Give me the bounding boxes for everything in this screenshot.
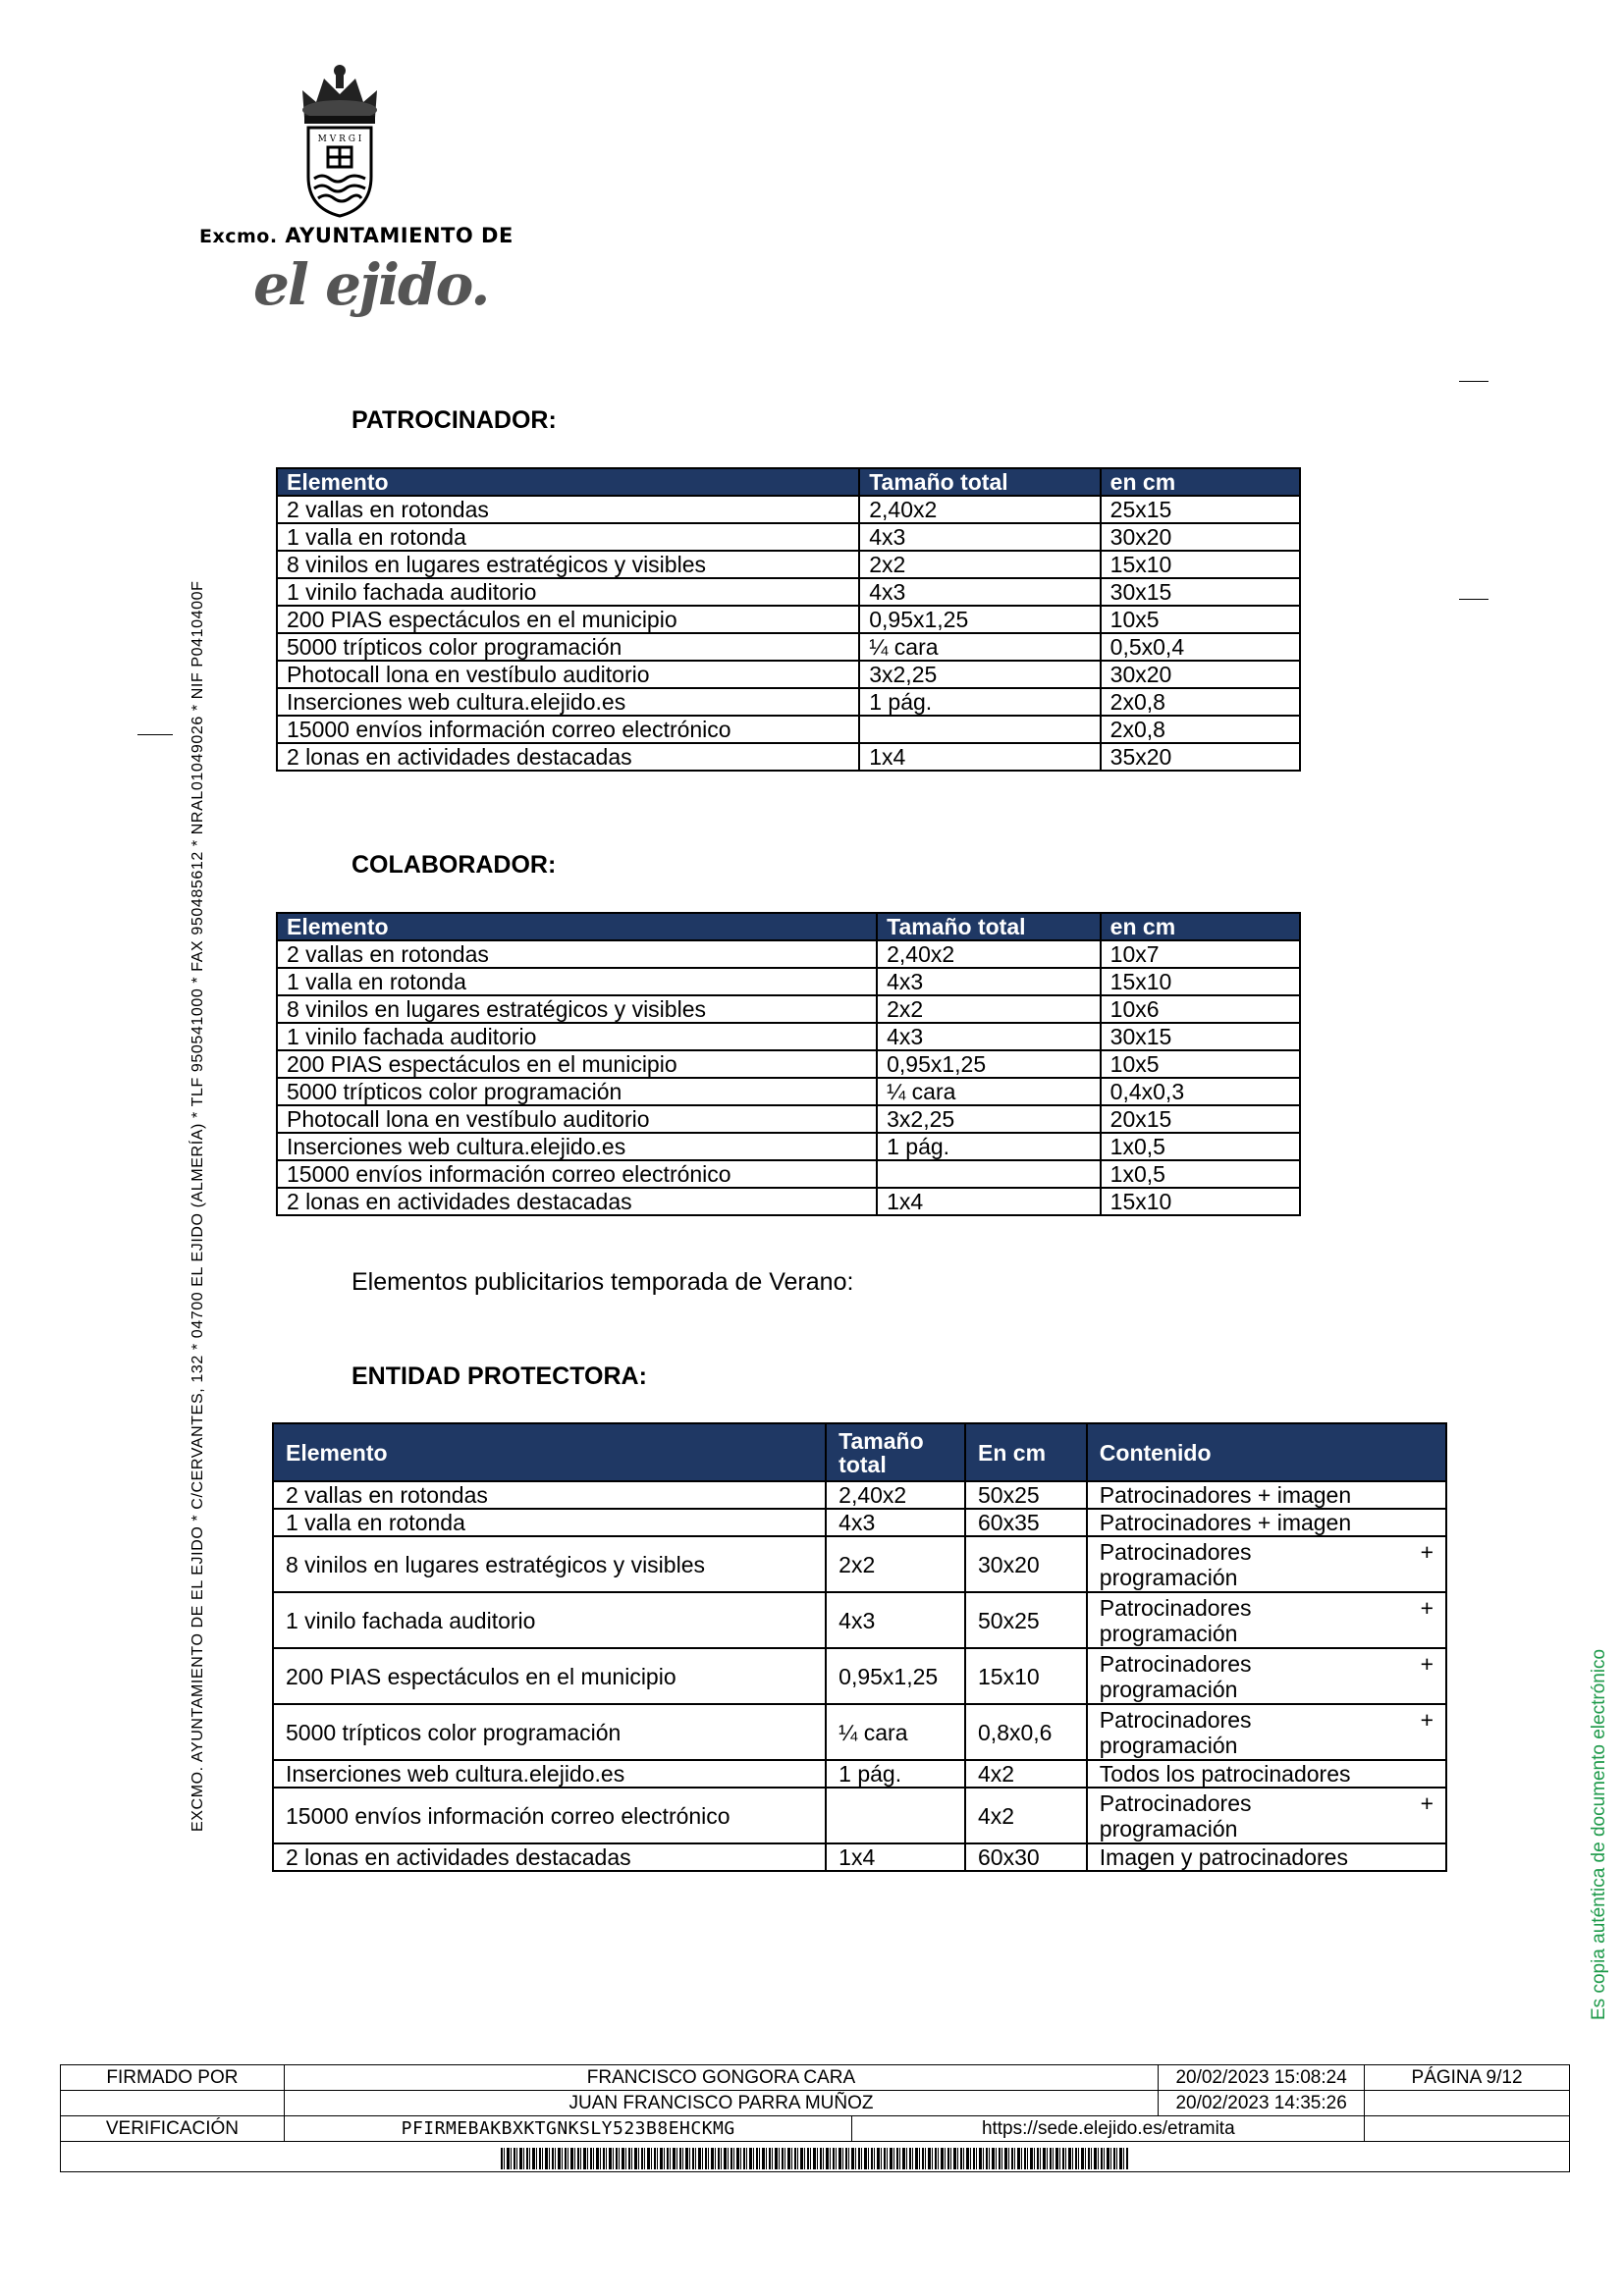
patrocinador-heading: PATROCINADOR:: [352, 406, 557, 434]
margin-tick: [137, 734, 173, 735]
content-text: Patrocinadores + programación: [1099, 1594, 1434, 1646]
verification-code: PFIRMEBAKBXKTGNKSLY523B8EHCKMG: [284, 2116, 852, 2142]
table-row: [273, 1843, 1446, 1871]
table-cell: 2,40x2: [859, 496, 1100, 523]
table-row: [273, 1509, 1446, 1536]
table-row: [277, 496, 1300, 523]
table-cell: 15000 envíos información correo electrónico: [277, 1160, 877, 1188]
table-row: [277, 1050, 1300, 1078]
barcode-cell: [61, 2142, 1570, 2172]
column-header: Tamaño total: [877, 913, 1101, 940]
table-cell: [826, 1788, 965, 1843]
table-row: [277, 743, 1300, 771]
table-cell: Patrocinadores + imagen: [1087, 1509, 1446, 1536]
table-cell: 15x10: [965, 1648, 1087, 1704]
table-cell: 0,95x1,25: [826, 1648, 965, 1704]
org-prefix: Excmo.: [199, 226, 278, 247]
table-cell: 2 vallas en rotondas: [277, 940, 877, 968]
table-cell: 0,5x0,4: [1101, 633, 1300, 661]
column-header: Tamaño total: [859, 468, 1100, 496]
table-cell: 15x10: [1101, 968, 1300, 995]
barcode: [501, 2148, 1129, 2169]
table-cell: 3x2,25: [877, 1105, 1101, 1133]
table-cell: 50x25: [965, 1481, 1087, 1509]
table-cell: [1087, 1648, 1446, 1704]
table-cell: 2x2: [859, 551, 1100, 578]
table-cell: Patrocinadores + imagen: [1087, 1481, 1446, 1509]
table-cell: 25x15: [1101, 496, 1300, 523]
el-ejido-script-logo: el ejido.: [253, 251, 489, 318]
table-row: [273, 1760, 1446, 1788]
table-cell: 0,4x0,3: [1101, 1078, 1300, 1105]
table-cell: 0,95x1,25: [877, 1050, 1101, 1078]
table-cell: 1 vinilo fachada auditorio: [277, 578, 859, 606]
table-cell: 4x3: [826, 1592, 965, 1648]
table-cell: 4x3: [877, 1023, 1101, 1050]
table-cell: 8 vinilos en lugares estratégicos y visibles: [277, 995, 877, 1023]
verano-intro-text: Elementos publicitarios temporada de Verano:: [352, 1268, 854, 1296]
table-cell: 30x20: [1101, 523, 1300, 551]
table-cell: Inserciones web cultura.elejido.es: [277, 688, 859, 716]
table-cell: 10x5: [1101, 606, 1300, 633]
sign-date-2: 20/02/2023 14:35:26: [1159, 2091, 1365, 2116]
colaborador-heading: COLABORADOR:: [352, 851, 557, 879]
column-header: en cm: [1101, 913, 1300, 940]
table-cell: 0,8x0,6: [965, 1704, 1087, 1760]
content-text: Patrocinadores + programación: [1099, 1650, 1434, 1702]
colaborador-table: [276, 912, 1301, 1216]
verification-url[interactable]: https://sede.elejido.es/etramita: [852, 2116, 1365, 2142]
empty-cell: [61, 2091, 285, 2116]
table-cell: 8 vinilos en lugares estratégicos y visibles: [277, 551, 859, 578]
margin-tick: [1459, 381, 1488, 382]
table-cell: 3x2,25: [859, 661, 1100, 688]
table-row: [273, 1536, 1446, 1592]
table-cell: 2,40x2: [877, 940, 1101, 968]
org-name: AYUNTAMIENTO DE: [285, 224, 514, 247]
table-row: [277, 1078, 1300, 1105]
table-cell: 200 PIAS espectáculos en el municipio: [277, 606, 859, 633]
content-text: Patrocinadores + programación: [1099, 1789, 1434, 1842]
table-row: [277, 1160, 1300, 1188]
table-cell: 1 pág.: [859, 688, 1100, 716]
table-cell: 60x30: [965, 1843, 1087, 1871]
table-row: [277, 1105, 1300, 1133]
table-cell: 30x20: [965, 1536, 1087, 1592]
table-row: [277, 633, 1300, 661]
column-header: Elemento: [273, 1423, 826, 1481]
table-cell: 2,40x2: [826, 1481, 965, 1509]
table-cell: 2x2: [877, 995, 1101, 1023]
table-cell: 15000 envíos información correo electrónico: [277, 716, 859, 743]
table-cell: 5000 trípticos color programación: [277, 1078, 877, 1105]
column-header: Tamaño total: [826, 1423, 965, 1481]
table-row: [273, 1648, 1446, 1704]
table-cell: 200 PIAS espectáculos en el municipio: [273, 1648, 826, 1704]
column-header: en cm: [1101, 468, 1300, 496]
table-cell: [859, 716, 1100, 743]
table-cell: Imagen y patrocinadores: [1087, 1843, 1446, 1871]
table-cell: 200 PIAS espectáculos en el municipio: [277, 1050, 877, 1078]
table-cell: 30x20: [1101, 661, 1300, 688]
table-cell: [1087, 1592, 1446, 1648]
table-cell: [1087, 1704, 1446, 1760]
table-cell: 15x10: [1101, 1188, 1300, 1215]
table-cell: 15000 envíos información correo electrónico: [273, 1788, 826, 1843]
column-header: Contenido: [1087, 1423, 1446, 1481]
table-cell: 1 valla en rotonda: [273, 1509, 826, 1536]
table-cell: [1087, 1536, 1446, 1592]
table-cell: 1 vinilo fachada auditorio: [277, 1023, 877, 1050]
svg-text:M V R G I: M V R G I: [317, 134, 362, 144]
table-cell: 1x0,5: [1101, 1160, 1300, 1188]
table-cell: 20x15: [1101, 1105, 1300, 1133]
organization-name: [199, 224, 514, 247]
table-cell: 2x0,8: [1101, 716, 1300, 743]
verification-label: VERIFICACIÓN: [61, 2116, 285, 2142]
table-cell: 4x3: [826, 1509, 965, 1536]
table-cell: [1087, 1788, 1446, 1843]
table-cell: 4x3: [877, 968, 1101, 995]
authentic-copy-label: Es copia auténtica de documento electrónico: [1589, 1648, 1609, 2020]
protectora-table: [272, 1422, 1447, 1872]
table-cell: 60x35: [965, 1509, 1087, 1536]
table-row: [277, 606, 1300, 633]
table-cell: 2x2: [826, 1536, 965, 1592]
table-cell: 1x4: [826, 1843, 965, 1871]
table-row: [277, 940, 1300, 968]
table-row: [277, 661, 1300, 688]
table-cell: Todos los patrocinadores: [1087, 1760, 1446, 1788]
table-row: [277, 1188, 1300, 1215]
table-cell: 1 valla en rotonda: [277, 523, 859, 551]
table-cell: 1 valla en rotonda: [277, 968, 877, 995]
page-number: PÁGINA 9/12: [1365, 2065, 1570, 2091]
table-cell: 30x15: [1101, 1023, 1300, 1050]
sign-date-1: 20/02/2023 15:08:24: [1159, 2065, 1365, 2091]
patrocinador-table: [276, 467, 1301, 772]
table-cell: 1 vinilo fachada auditorio: [273, 1592, 826, 1648]
table-cell: 0,95x1,25: [859, 606, 1100, 633]
municipal-crest-logo: [295, 61, 385, 218]
table-cell: 2 lonas en actividades destacadas: [277, 1188, 877, 1215]
table-header-row: [277, 468, 1300, 496]
table-cell: 4x3: [859, 578, 1100, 606]
table-cell: [877, 1160, 1101, 1188]
table-row: [273, 1788, 1446, 1843]
table-cell: 5000 trípticos color programación: [277, 633, 859, 661]
table-cell: 4x3: [859, 523, 1100, 551]
table-cell: 10x5: [1101, 1050, 1300, 1078]
table-cell: 2 lonas en actividades destacadas: [273, 1843, 826, 1871]
table-cell: 35x20: [1101, 743, 1300, 771]
table-cell: Photocall lona en vestíbulo auditorio: [277, 661, 859, 688]
table-row: [273, 1592, 1446, 1648]
signer-1: FRANCISCO GONGORA CARA: [284, 2065, 1158, 2091]
column-header: En cm: [965, 1423, 1087, 1481]
table-cell: 10x6: [1101, 995, 1300, 1023]
table-cell: 2 lonas en actividades destacadas: [277, 743, 859, 771]
column-header: Elemento: [277, 468, 859, 496]
table-cell: ¼ cara: [859, 633, 1100, 661]
table-cell: ¼ cara: [877, 1078, 1101, 1105]
signed-by-label: FIRMADO POR: [61, 2065, 285, 2091]
protectora-heading: ENTIDAD PROTECTORA:: [352, 1362, 647, 1390]
table-row: [273, 1704, 1446, 1760]
signature-footer-table: [60, 2064, 1570, 2172]
margin-tick: [1459, 599, 1488, 600]
table-cell: 1x4: [877, 1188, 1101, 1215]
table-row: [277, 688, 1300, 716]
table-row: [273, 1481, 1446, 1509]
signer-2: JUAN FRANCISCO PARRA MUÑOZ: [284, 2091, 1158, 2116]
column-header: Elemento: [277, 913, 877, 940]
table-row: [277, 1133, 1300, 1160]
table-cell: 5000 trípticos color programación: [273, 1704, 826, 1760]
table-row: [277, 523, 1300, 551]
table-cell: Photocall lona en vestíbulo auditorio: [277, 1105, 877, 1133]
table-row: [277, 968, 1300, 995]
address-sidebar-text: EXCMO. AYUNTAMIENTO DE EL EJIDO * C/CERVANTES, 132 * 04700 EL EJIDO (ALMERÍA) * TLF 950541000 * FAX 950485612 * NRAL01049026 * NIF P0410400F: [189, 580, 206, 1832]
table-cell: Inserciones web cultura.elejido.es: [277, 1133, 877, 1160]
table-row: [277, 551, 1300, 578]
table-cell: Inserciones web cultura.elejido.es: [273, 1760, 826, 1788]
content-text: Patrocinadores + programación: [1099, 1538, 1434, 1590]
table-cell: ¼ cara: [826, 1704, 965, 1760]
table-row: [277, 716, 1300, 743]
empty-cell: [1365, 2091, 1570, 2116]
table-cell: 4x2: [965, 1788, 1087, 1843]
table-cell: 1x0,5: [1101, 1133, 1300, 1160]
table-cell: 50x25: [965, 1592, 1087, 1648]
table-cell: 30x15: [1101, 578, 1300, 606]
empty-cell: [1365, 2116, 1570, 2142]
table-cell: 2 vallas en rotondas: [277, 496, 859, 523]
table-cell: 8 vinilos en lugares estratégicos y visibles: [273, 1536, 826, 1592]
table-cell: 1 pág.: [877, 1133, 1101, 1160]
table-cell: 2x0,8: [1101, 688, 1300, 716]
table-cell: 10x7: [1101, 940, 1300, 968]
table-cell: 1x4: [859, 743, 1100, 771]
table-row: [277, 578, 1300, 606]
table-row: [277, 1023, 1300, 1050]
table-cell: 1 pág.: [826, 1760, 965, 1788]
table-header-row: [273, 1423, 1446, 1481]
table-cell: 2 vallas en rotondas: [273, 1481, 826, 1509]
content-text: Patrocinadores + programación: [1099, 1706, 1434, 1758]
table-row: [277, 995, 1300, 1023]
table-header-row: [277, 913, 1300, 940]
table-cell: 15x10: [1101, 551, 1300, 578]
table-cell: 4x2: [965, 1760, 1087, 1788]
